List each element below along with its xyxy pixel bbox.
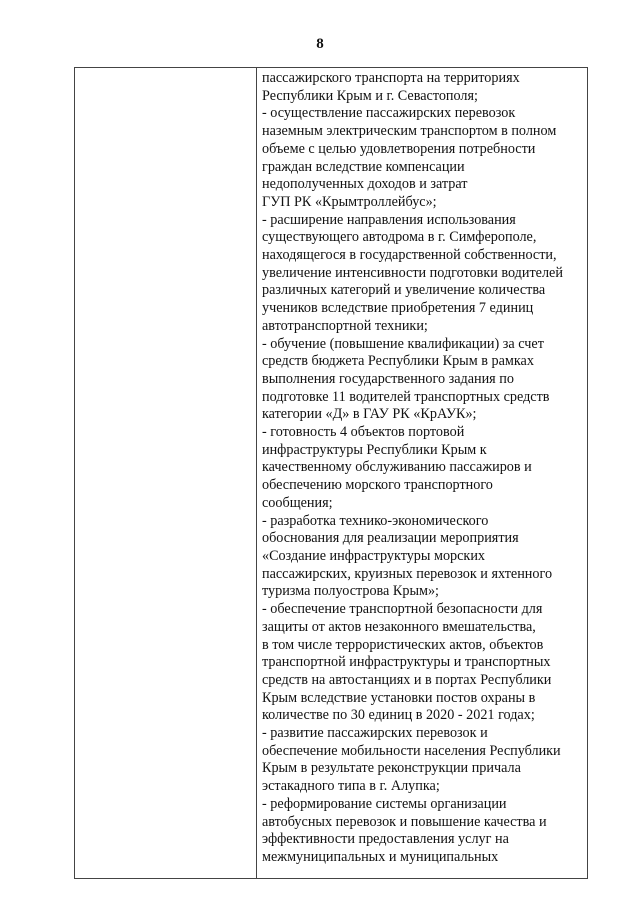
text-line: обеспечение мобильности населения Республики — [262, 742, 561, 759]
text-line: граждан вследствие компенсации — [262, 158, 465, 175]
text-line: - развитие пассажирских перевозок и — [262, 725, 488, 742]
text-line: защиты от актов незаконного вмешательства, — [262, 618, 536, 635]
text-line: Республики Крым и г. Севастополя; — [262, 87, 478, 104]
text-line: автотранспортной техники; — [262, 317, 428, 334]
text-line: существующего автодрома в г. Симферополе, — [262, 229, 537, 246]
text-line: объеме с целью удовлетворения потребности — [262, 140, 536, 157]
text-line: - обучение (повышение квалификации) за счет — [262, 335, 544, 352]
text-line: учеников вследствие приобретения 7 единиц — [262, 300, 534, 317]
text-line: выполнения государственного задания по — [262, 370, 514, 387]
text-line: сообщения; — [262, 494, 333, 511]
text-line: обоснования для реализации мероприятия — [262, 530, 519, 547]
text-line: в том числе террористических актов, объектов — [262, 636, 544, 653]
text-line: - обеспечение транспортной безопасности для — [262, 601, 543, 618]
text-line: обеспечению морского транспортного — [262, 477, 493, 494]
text-line: ГУП РК «Крымтроллейбус»; — [262, 193, 437, 210]
text-line: находящегося в государственной собственности, — [262, 247, 557, 264]
text-line: - расширение направления использования — [262, 211, 516, 228]
text-line: инфраструктуры Республики Крым к — [262, 441, 487, 458]
text-line: автобусных перевозок и повышение качества и — [262, 813, 547, 830]
text-line: Крым в результате реконструкции причала — [262, 760, 521, 777]
text-line: - готовность 4 объектов портовой — [262, 424, 465, 441]
text-line: наземным электрическим транспортом в полном — [262, 123, 557, 140]
text-line: межмуниципальных и муниципальных — [262, 848, 499, 865]
text-line: - разработка технико-экономического — [262, 512, 489, 529]
text-line: пассажирских, круизных перевозок и яхтенного — [262, 565, 553, 582]
text-line: «Создание инфраструктуры морских — [262, 547, 486, 564]
text-line: туризма полуострова Крым»; — [262, 583, 440, 600]
text-line: эффективности предоставления услуг на — [262, 831, 509, 848]
text-line: - реформирование системы организации — [262, 795, 507, 812]
document-table — [74, 67, 588, 879]
text-line: Крым вследствие установки постов охраны в — [262, 689, 536, 706]
text-line: пассажирского транспорта на территориях — [262, 70, 520, 86]
text-line: средств на автостанциях и в портах Республики — [262, 671, 552, 688]
text-line: качественному обслуживанию пассажиров и — [262, 459, 532, 476]
text-line: увеличение интенсивности подготовки водителей — [262, 264, 563, 281]
table-left-cell — [75, 68, 257, 878]
text-line: подготовке 11 водителей транспортных средств — [262, 388, 550, 405]
text-line: средств бюджета Республики Крым в рамках — [262, 353, 534, 370]
text-line: категории «Д» в ГАУ РК «КрАУК»; — [262, 406, 477, 423]
text-line: транспортной инфраструктуры и транспортных — [262, 654, 551, 671]
text-line: эстакадного типа в г. Алупка; — [262, 778, 440, 795]
text-line: - осуществление пассажирских перевозок — [262, 105, 516, 122]
page-number: 8 — [316, 36, 324, 52]
text-line: недополученных доходов и затрат — [262, 176, 468, 193]
text-line: различных категорий и увеличение количества — [262, 282, 546, 299]
table-right-cell — [257, 68, 587, 878]
text-line: количестве по 30 единиц в 2020 - 2021 годах; — [262, 707, 535, 724]
